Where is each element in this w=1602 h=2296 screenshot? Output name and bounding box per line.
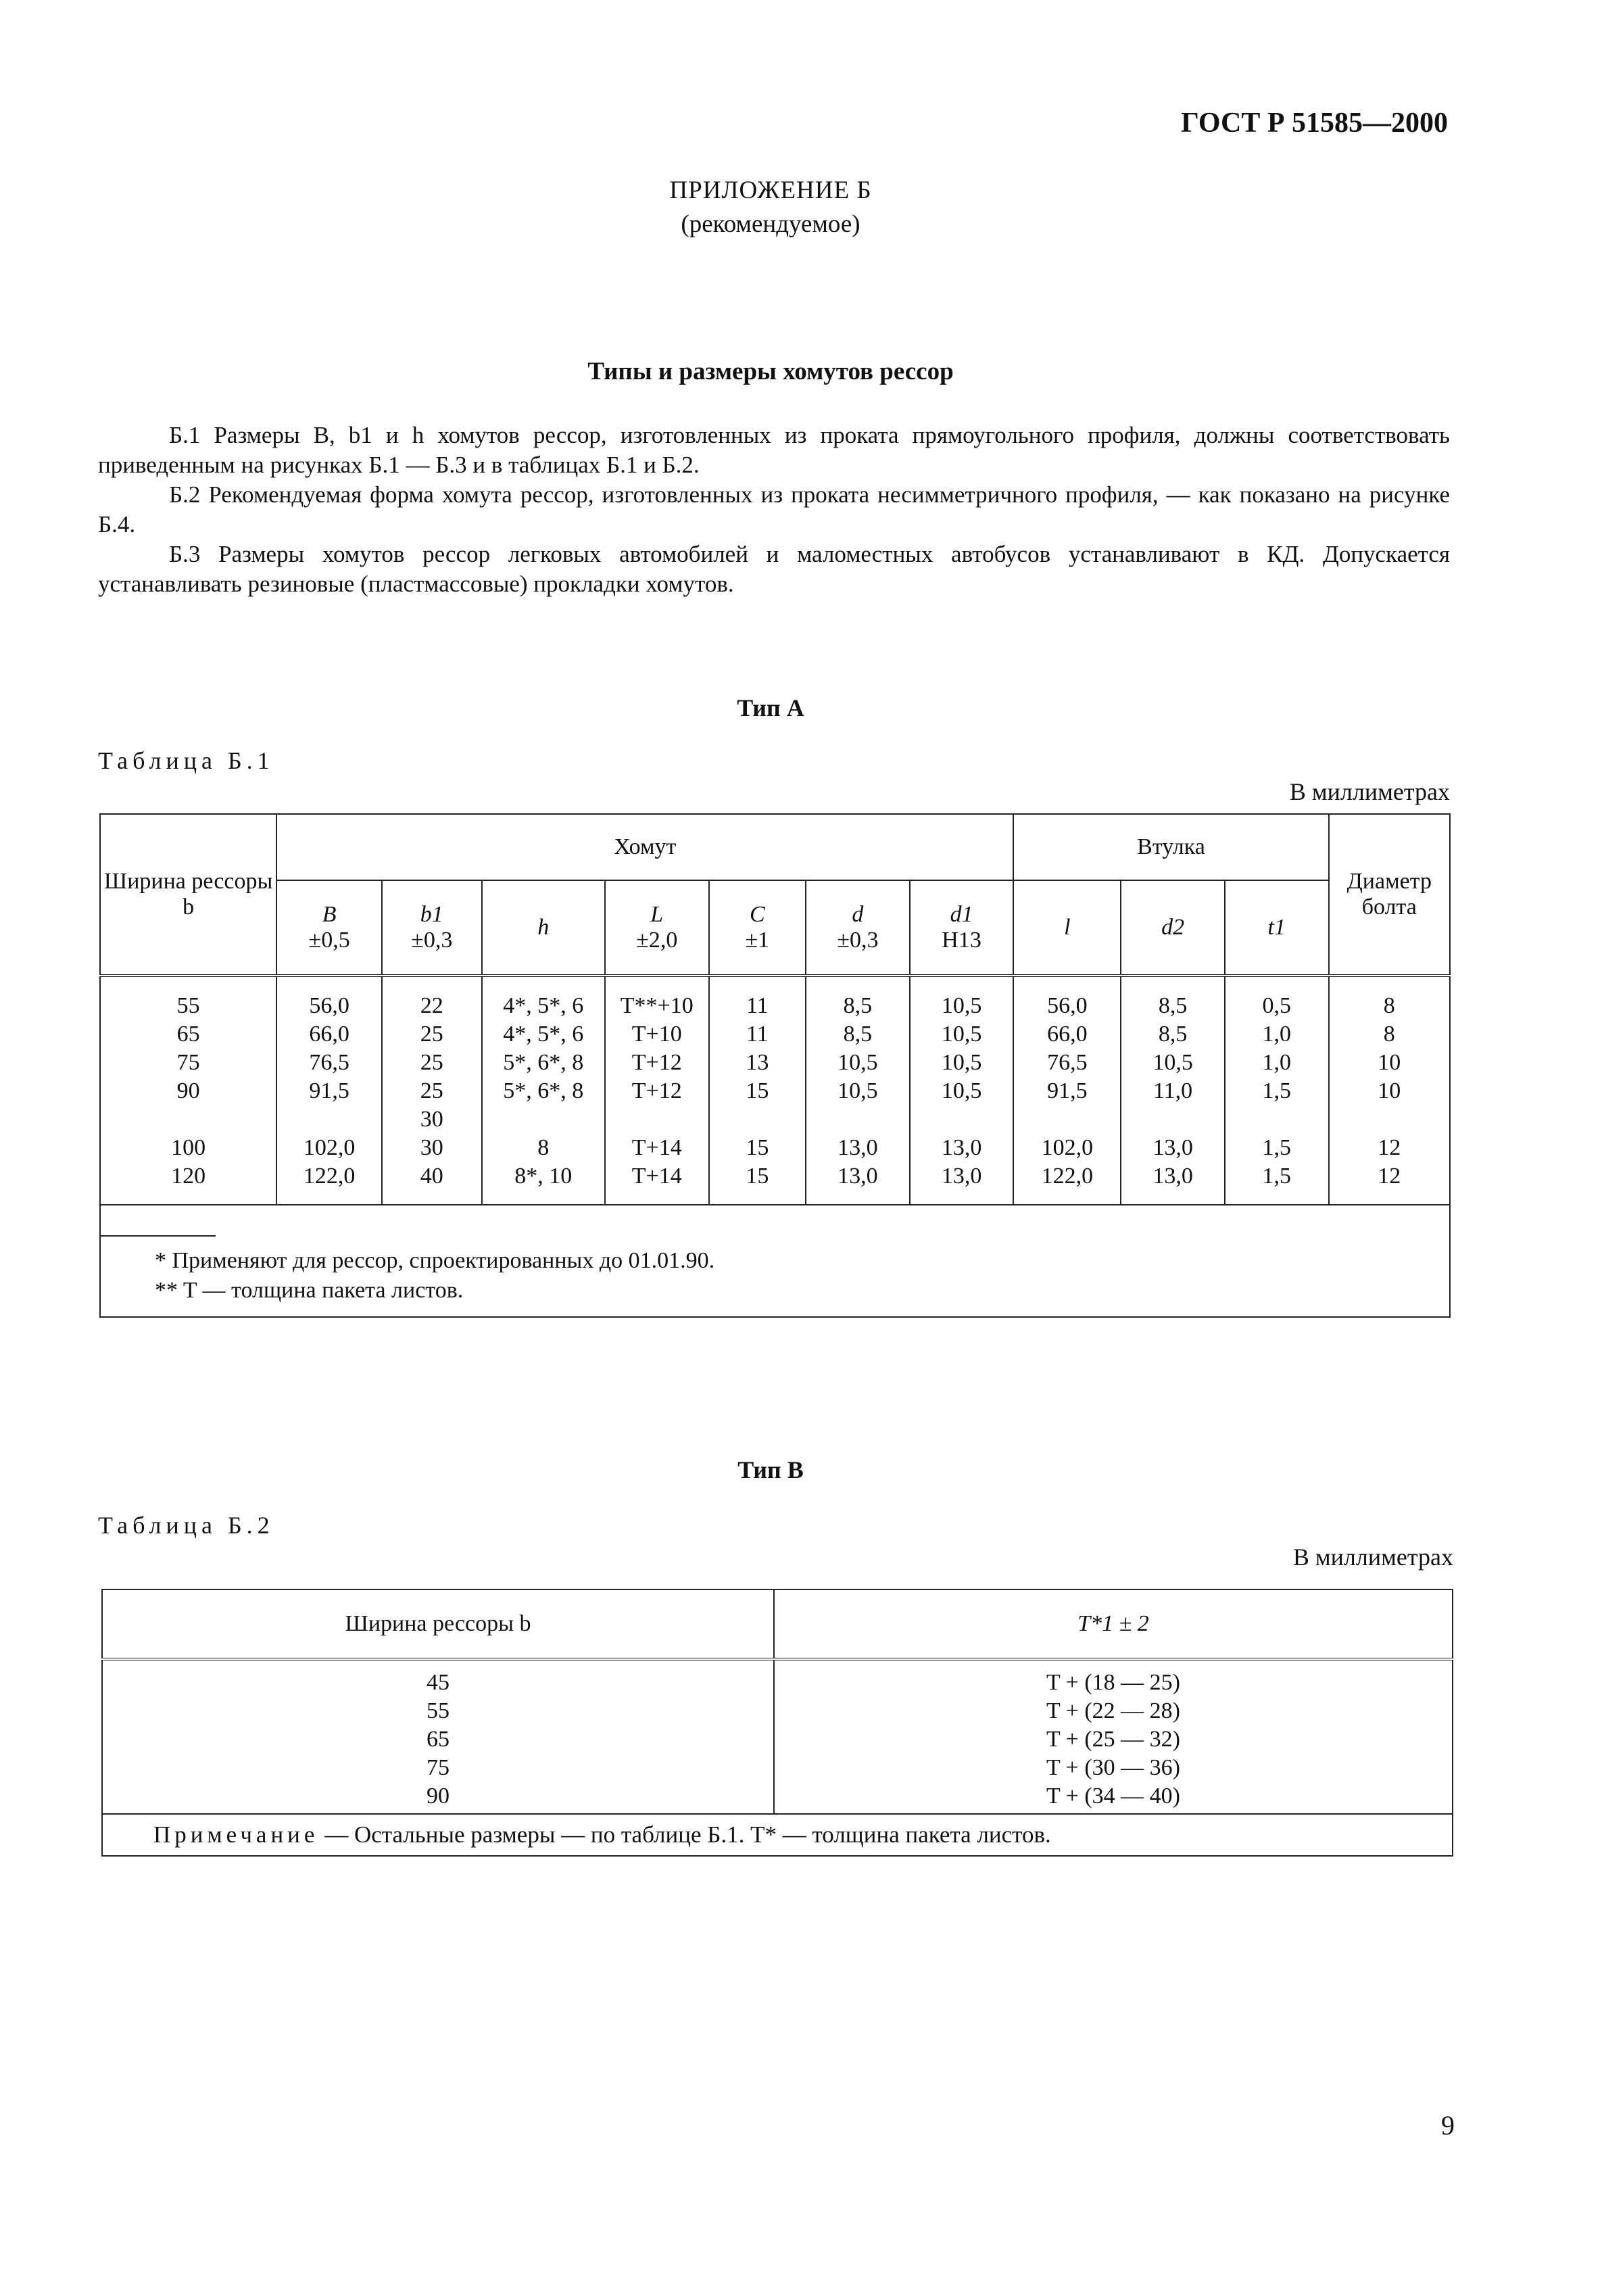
sub-header-name: h [537,915,550,940]
b2-width-value: 45 [427,1670,450,1695]
sub-header-name: d1 [950,902,973,927]
table-cell [1121,1105,1225,1134]
table-cell: T+12 [605,1077,709,1105]
table-cell: 25 [382,1020,482,1049]
table-cell: 75 [100,1049,276,1077]
table-b1-units: В миллиметрах [1289,778,1450,805]
table-cell: 11 [709,976,806,1020]
sub-header-cell [382,880,482,976]
table-cell: 22 [382,976,482,1020]
cell-col2 [774,1659,1453,1814]
table-row [100,976,1450,1020]
table-cell: 11 [709,1020,806,1049]
table-cell: 13,0 [1121,1162,1225,1205]
table-cell: 66,0 [1013,1020,1121,1049]
table-b2 [101,1589,1453,1857]
header-t-range [774,1589,1453,1659]
table-cell: 8,5 [1121,1020,1225,1049]
table-cell: 30 [382,1134,482,1162]
footnote-1: * Применяют для рессор, спроектированных до 01.01.90. [155,1248,715,1273]
table-cell: 10,5 [806,1049,910,1077]
table-cell: 10,5 [910,976,1014,1020]
table-cell: 13,0 [806,1134,910,1162]
sub-header-cell [1013,880,1121,976]
header-clamp-group: Хомут [276,814,1013,880]
sub-header-tolerance: H13 [942,928,981,953]
table-b2-header-row [102,1589,1453,1659]
sub-header-cell [910,880,1014,976]
table-cell: 100 [100,1134,276,1162]
table-cell: 76,5 [276,1049,382,1077]
table-cell: 15 [709,1162,806,1205]
type-b-heading: Тип В [737,1456,804,1483]
table-cell: 25 [382,1049,482,1077]
table-cell: 1,0 [1225,1020,1329,1049]
table-cell: 30 [382,1105,482,1134]
cell-col1 [102,1659,774,1814]
b2-t-value: T + (18 — 25) [1046,1670,1180,1695]
table-cell: T+12 [605,1049,709,1077]
table-cell: 40 [382,1162,482,1205]
table-cell: 13,0 [1121,1134,1225,1162]
table-cell: 25 [382,1077,482,1105]
table-cell: 5*, 6*, 8 [482,1049,605,1077]
sub-header-cell [1121,880,1225,976]
sub-header-tolerance: ±2,0 [636,928,678,953]
table-cell: 11,0 [1121,1077,1225,1105]
table-cell: 120 [100,1162,276,1205]
table-cell [910,1105,1014,1134]
table-cell: 12 [1329,1162,1450,1205]
header-spring-width: Ширина рессоры b [100,814,276,976]
table-cell: 13,0 [910,1162,1014,1205]
table-b2-note-row [102,1814,1453,1856]
table-cell: 15 [709,1134,806,1162]
table-cell: 13,0 [910,1134,1014,1162]
table-cell: 4*, 5*, 6 [482,976,605,1020]
b2-width-value: 65 [427,1727,450,1752]
table-b1-caption: Таблица Б.1 [98,747,274,774]
table-cell: 10,5 [910,1049,1014,1077]
table-b1-body [100,976,1450,1205]
table-b1-footnotes [100,1205,1450,1317]
table-cell: 65 [100,1020,276,1049]
table-cell: 8,5 [1121,976,1225,1020]
footnote-separator [101,1235,216,1237]
table-cell: 10,5 [910,1020,1014,1049]
sub-header-cell [605,880,709,976]
table-row [100,1020,1450,1049]
table-cell: T+14 [605,1162,709,1205]
table-row [102,1659,1453,1814]
table-cell: 122,0 [276,1162,382,1205]
footnotes-cell [100,1205,1450,1317]
sub-header-name: l [1064,915,1071,940]
header-t-range-text: T*1 ± 2 [1077,1611,1149,1636]
sub-header-cell [1225,880,1329,976]
table-cell: T+10 [605,1020,709,1049]
table-cell: 10,5 [910,1077,1014,1105]
header-bolt-diameter: Диаметр болта [1329,814,1450,976]
sub-header-tolerance: ±1 [745,928,770,953]
sub-header-name: d [852,902,864,927]
table-cell [276,1105,382,1134]
table-cell [100,1105,276,1134]
sub-header-cell [482,880,605,976]
table-cell: 5*, 6*, 8 [482,1077,605,1105]
table-b1 [99,813,1451,1318]
table-cell: 0,5 [1225,976,1329,1020]
b2-width-value: 55 [427,1698,450,1723]
table-cell: 13,0 [806,1162,910,1205]
table-cell: 91,5 [1013,1077,1121,1105]
table-b2-units: В миллиметрах [1292,1544,1453,1571]
footnote-2: ** T — толщина пакета листов. [155,1278,464,1303]
table-cell: T+14 [605,1134,709,1162]
table-cell: T**+10 [605,976,709,1020]
table-cell [806,1105,910,1134]
table-cell: 1,5 [1225,1162,1329,1205]
table-cell: 66,0 [276,1020,382,1049]
table-cell: 8 [482,1134,605,1162]
table-cell: 8 [1329,1020,1450,1049]
table-cell: 4*, 5*, 6 [482,1020,605,1049]
b2-width-value: 75 [427,1755,450,1780]
table-cell: 12 [1329,1134,1450,1162]
note-text: — Остальные размеры — по таблице Б.1. T* — толщина пакета листов. [318,1821,1051,1848]
paragraph-b3: Б.3 Размеры хомутов рессор легковых автомобилей и маломестных автобусов устанавливают в КД. Допускается устанавливать резиновые (пластмассовые) прокладки хомутов. [98,541,1450,597]
table-cell: 10 [1329,1049,1450,1077]
table-cell: 8,5 [806,1020,910,1049]
section-title: Типы и размеры хомутов рессор [587,358,954,385]
table-cell: 91,5 [276,1077,382,1105]
table-cell: 13 [709,1049,806,1077]
table-cell [709,1105,806,1134]
sub-header-tolerance: ±0,3 [837,928,879,953]
table-cell [1329,1105,1450,1134]
table-cell: 8*, 10 [482,1162,605,1205]
table-cell [482,1105,605,1134]
sub-header-name: L [650,902,664,927]
sub-header-name: b1 [420,902,443,927]
table-cell [1225,1105,1329,1134]
table-row [100,1049,1450,1077]
type-a-heading: Тип А [737,694,804,721]
table-cell: 1,5 [1225,1134,1329,1162]
table-cell: 10,5 [806,1077,910,1105]
sub-header-row [100,880,1450,976]
table-cell: 90 [100,1077,276,1105]
sub-header-cell [276,880,382,976]
sub-header-tolerance: ±0,5 [308,928,350,953]
note-label: Примечание [153,1821,319,1848]
b2-t-value: T + (34 — 40) [1046,1784,1180,1809]
table-cell: 1,0 [1225,1049,1329,1077]
header-spring-width-b2: Ширина рессоры b [102,1589,774,1659]
sub-header-cell [709,880,806,976]
table-cell: 8 [1329,976,1450,1020]
page-number: 9 [1441,2110,1455,2140]
table-cell: 56,0 [1013,976,1121,1020]
table-cell: 15 [709,1077,806,1105]
table-cell: 102,0 [1013,1134,1121,1162]
table-cell: 122,0 [1013,1162,1121,1205]
b2-t-value: T + (25 — 32) [1046,1727,1180,1752]
b2-t-value: T + (30 — 36) [1046,1755,1180,1780]
sub-header-name: C [749,902,765,927]
table-cell: 10 [1329,1077,1450,1105]
appendix-title: ПРИЛОЖЕНИЕ Б [669,176,872,204]
sub-header-name: B [322,902,337,927]
sub-header-cell [806,880,910,976]
document-number: ГОСТ Р 51585—2000 [1181,107,1448,139]
table-row [100,1134,1450,1162]
table-row [100,1077,1450,1105]
header-bushing-group: Втулка [1013,814,1328,880]
table-b2-caption: Таблица Б.2 [98,1512,274,1539]
table-cell: 1,5 [1225,1077,1329,1105]
b2-t-value: T + (22 — 28) [1046,1698,1180,1723]
table-cell: 10,5 [1121,1049,1225,1077]
table-cell: 76,5 [1013,1049,1121,1077]
table-cell [1013,1105,1121,1134]
table-b2-body [102,1659,1453,1814]
table-b2-note [102,1814,1453,1856]
paragraph-b2: Б.2 Рекомендуемая форма хомута рессор, изготовленных из проката несимметричного профиля, — как показано на рисунке Б.4. [98,481,1450,537]
table-cell: 102,0 [276,1134,382,1162]
appendix-subtitle: (рекомендуемое) [681,210,860,238]
table-cell [605,1105,709,1134]
b2-width-value: 90 [427,1784,450,1809]
paragraph-b1: Б.1 Размеры B, b1 и h хомутов рессор, изготовленных из проката прямоугольного профиля, должны соответствовать приведенным на рисунках Б.1 — Б.3 и в таблицах Б.1 и Б.2. [98,422,1450,478]
table-row [100,1162,1450,1205]
table-row [100,1105,1450,1134]
sub-header-name: d2 [1161,915,1185,940]
sub-header-name: t1 [1267,915,1286,940]
table-cell: 55 [100,976,276,1020]
table-cell: 8,5 [806,976,910,1020]
table-cell: 56,0 [276,976,382,1020]
sub-header-tolerance: ±0,3 [411,928,453,953]
